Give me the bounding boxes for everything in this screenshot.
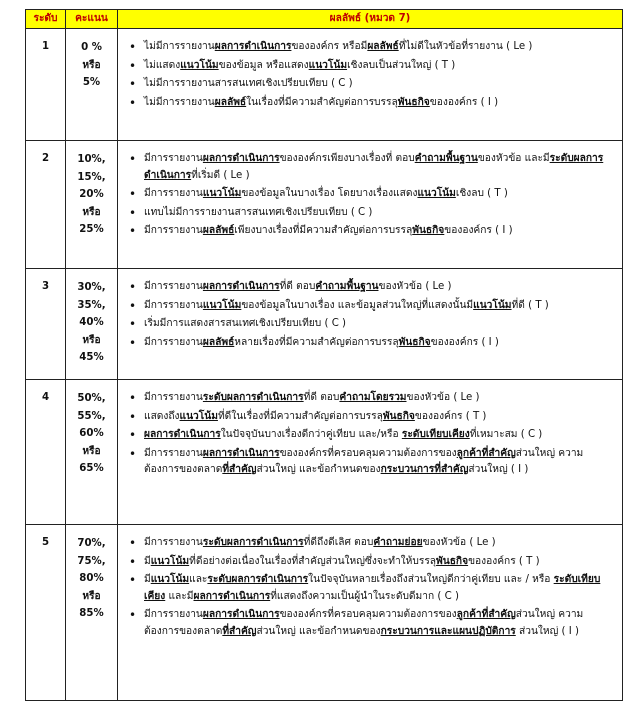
result-item [122, 186, 616, 203]
level-cell: 3 [26, 269, 66, 380]
score-line: หรือ [82, 445, 101, 457]
header-row [26, 10, 623, 29]
key-term: กระบวนการและแผนปฏิบัติการ [380, 625, 516, 637]
scoring-table-container [25, 9, 622, 701]
table-row [26, 525, 623, 701]
result-text: ที่ดีถึงดีเลิศ ตอบ [303, 537, 374, 548]
key-term: ผลการดำเนินการ [202, 447, 280, 459]
result-text: เชิงลบเป็นส่วนใหญ่ ( T ) [347, 59, 456, 71]
result-item [122, 409, 616, 426]
result-text: มีการรายงาน [144, 225, 203, 237]
result-text: มีการรายงาน [144, 281, 203, 292]
result-text: ในเรื่องที่มีความสำคัญต่อการบรรลุ [246, 96, 398, 108]
result-text: ขององค์กร ( I ) [430, 336, 499, 348]
key-term: คำถามพื้นฐาน [315, 281, 379, 292]
result-text: ในปัจจุบันหลายเรื่องถึงส่วนใหญ่ดีกว่าคู่เทียบ และ / หรือ [308, 574, 554, 586]
key-term: ผลการดำเนินการ [202, 153, 280, 164]
result-text: ขององค์กร ( T ) [414, 410, 487, 422]
table-body [26, 29, 623, 701]
result-text: ของหัวข้อ ( Le ) [422, 537, 496, 548]
score-line: 80% [79, 573, 104, 584]
key-term: ผลลัพธ์ [367, 41, 399, 52]
result-list [122, 535, 616, 641]
result-text: ส่วนใหญ่ และข้อกำหนดของ [256, 625, 381, 637]
score-line: 75%, [77, 555, 106, 567]
score-line: หรือ [82, 206, 101, 218]
key-term: แนวโน้ม [150, 555, 190, 567]
key-term: ระดับเทียบเคียง [401, 429, 470, 441]
key-term: พันธกิจ [412, 225, 445, 237]
key-term: คำถามโดยรวม [339, 392, 407, 403]
score-line: 55%, [77, 410, 106, 422]
result-item [122, 298, 616, 315]
score-line: 50%, [77, 393, 106, 404]
result-cell [118, 269, 623, 380]
score-cell [66, 29, 118, 141]
score-line: หรือ [82, 59, 101, 71]
key-term: ระดับเทียบเคียง [144, 574, 601, 602]
result-item [122, 151, 616, 184]
result-text: ไม่แสดง [144, 59, 181, 71]
score-line: หรือ [82, 334, 101, 346]
key-term: ผลลัพธ์ [202, 336, 235, 348]
key-term: พันธกิจ [382, 410, 415, 422]
result-item [122, 39, 616, 56]
result-item [122, 279, 616, 296]
result-text: ขององค์กร ( T ) [468, 555, 540, 567]
result-text: เชิงลบ ( T ) [455, 188, 508, 200]
key-term: กระบวนการที่สำคัญ [380, 464, 469, 476]
result-cell [118, 141, 623, 269]
result-text: ไม่มีการรายงานสารสนเทศเชิงเปรียบเทียบ ( C ) [144, 78, 353, 90]
result-text: ไม่มีการรายงาน [144, 41, 215, 52]
result-text: ของข้อมูลในบางเรื่อง โดยบางเรื่องแสดง [241, 188, 418, 200]
result-item [122, 535, 616, 552]
result-cell [118, 380, 623, 525]
key-term: ลูกค้าที่สำคัญ [456, 609, 516, 621]
result-item [122, 223, 616, 240]
key-term: ผลการดำเนินการ [202, 609, 280, 621]
score-cell [66, 269, 118, 380]
result-item [122, 316, 616, 333]
scoring-table [25, 9, 623, 701]
score-line: 60% [79, 428, 104, 439]
key-term: ลูกค้าที่สำคัญ [456, 447, 516, 459]
result-text: แทบไม่มีการรายงานสารสนเทศเชิงเปรียบเทียบ ( C ) [144, 206, 373, 218]
result-list [122, 151, 616, 240]
level-cell: 4 [26, 380, 66, 525]
level-cell: 1 [26, 29, 66, 141]
key-term: แนวโน้ม [202, 188, 242, 200]
result-text: เริ่มมีการแสดงสารสนเทศเชิงเปรียบเทียบ ( C ) [144, 318, 347, 330]
result-text: ที่ดี ตอบ [279, 281, 316, 292]
result-text: ที่ดี ( T ) [511, 299, 549, 311]
result-item [122, 427, 616, 444]
result-item [122, 446, 616, 479]
score-line: 20% [79, 189, 104, 200]
key-term: คำถามย่อย [373, 537, 423, 548]
header-result: ผลลัพธ์ (หมวด 7) [118, 10, 623, 29]
result-text: ของหัวข้อ และมี [477, 153, 550, 164]
key-term: แนวโน้ม [179, 410, 218, 422]
score-line: 65% [79, 463, 104, 474]
result-item [122, 95, 616, 112]
result-text: ส่วนใหญ่ ความต้องการของตลาด [144, 609, 584, 637]
table-row [26, 141, 623, 269]
key-term: แนวโน้ม [202, 299, 242, 311]
result-text: ขององค์กรที่ครอบคลุมความต้องการของ [279, 447, 457, 459]
result-text: และ [189, 574, 208, 586]
result-text: มีการรายงาน [144, 299, 203, 311]
result-item [122, 572, 616, 605]
key-term: พันธกิจ [436, 555, 469, 567]
score-cell [66, 525, 118, 701]
score-cell [66, 380, 118, 525]
result-text: มีการรายงาน [144, 336, 203, 348]
result-text: และมี [165, 590, 194, 602]
result-item [122, 554, 616, 571]
result-text: ที่แสดงถึงความเป็นผู้นำในระดับดีมาก ( C ) [270, 590, 459, 602]
result-text: ที่เหมาะสม ( C ) [469, 429, 543, 441]
score-line: 40% [79, 317, 104, 328]
table-row [26, 269, 623, 380]
result-item [122, 205, 616, 222]
key-term: แนวโน้ม [473, 299, 512, 311]
score-line: 70%, [77, 538, 106, 549]
key-term: ระดับผลการดำเนินการ [144, 153, 604, 181]
result-text: มี [144, 574, 151, 586]
level-cell: 2 [26, 141, 66, 269]
result-text: ที่ดีในเรื่องที่มีความสำคัญต่อการบรรลุ [217, 410, 383, 422]
result-text: ขององค์กร ( I ) [444, 225, 513, 237]
result-text: ส่วนใหญ่ และข้อกำหนดของ [256, 464, 381, 476]
score-line: 30%, [77, 282, 106, 293]
result-text: เพียงบางเรื่องที่มีความสำคัญต่อการบรรลุ [234, 225, 413, 237]
key-term: ผลลัพธ์ [202, 225, 235, 237]
score-line: 15%, [77, 171, 106, 183]
key-term: แนวโน้ม [308, 59, 348, 71]
key-term: ผลการดำเนินการ [144, 429, 221, 441]
score-line: 0 % [81, 42, 102, 53]
key-term: ที่สำคัญ [222, 464, 257, 476]
result-list [122, 390, 616, 479]
result-text: ของข้อมูลในบางเรื่อง และข้อมูลส่วนใหญ่ที่แสดงนั้นมี [241, 299, 474, 311]
result-text: ขององค์กร ( I ) [429, 96, 499, 108]
result-text: มี [144, 555, 151, 567]
key-term: ผลลัพธ์ [214, 96, 247, 108]
result-text: หลายเรื่องที่มีความสำคัญต่อการบรรลุ [234, 336, 399, 348]
result-text: มีการรายงาน [144, 392, 203, 403]
key-term: ระดับผลการดำเนินการ [202, 392, 304, 403]
score-line: 5% [82, 77, 101, 88]
result-text: ส่วนใหญ่ ( I ) [515, 625, 579, 637]
result-text: ในปัจจุบันบางเรื่องดีกว่าคู่เทียบ และ/หรือ [220, 429, 402, 441]
key-term: ระดับผลการดำเนินการ [207, 574, 309, 586]
score-cell [66, 141, 118, 269]
result-text: มีการรายงาน [144, 153, 203, 164]
result-item [122, 76, 616, 93]
key-term: ผลการดำเนินการ [193, 590, 271, 602]
score-line: 85% [79, 608, 104, 619]
result-text: ที่ดีอย่างต่อเนื่องในเรื่องที่สำคัญส่วนใหญ่ซึ่งจะทำให้บรรลุ [189, 555, 437, 567]
result-text: มีการรายงาน [144, 188, 203, 200]
key-term: ผลการดำเนินการ [214, 41, 292, 52]
score-line: 10%, [77, 154, 106, 165]
result-text: มีการรายงาน [144, 609, 203, 621]
key-term: พันธกิจ [397, 96, 430, 108]
key-term: ระดับผลการดำเนินการ [202, 537, 304, 548]
result-item [122, 607, 616, 640]
score-line: หรือ [82, 590, 101, 602]
result-text: ที่เริ่มดี ( Le ) [191, 169, 250, 181]
result-text: ที่ไม่ดีในหัวข้อที่รายงาน ( Le ) [398, 41, 533, 52]
key-term: แนวโน้ม [180, 59, 219, 71]
key-term: พันธกิจ [398, 336, 431, 348]
result-text: ของข้อมูล หรือแสดง [218, 59, 309, 71]
key-term: คำถามพื้นฐาน [414, 153, 478, 164]
score-line: 35%, [77, 299, 106, 311]
result-text: มีการรายงาน [144, 447, 203, 459]
result-text: แสดงถึง [144, 410, 180, 422]
score-line: 25% [79, 224, 104, 235]
result-item [122, 58, 616, 75]
result-item [122, 390, 616, 407]
result-text: ขององค์กร หรือมี [291, 41, 368, 52]
key-term: ที่สำคัญ [222, 625, 257, 637]
result-text: ของหัวข้อ ( Le ) [378, 281, 452, 292]
table-row [26, 29, 623, 141]
result-text: ส่วนใหญ่ ( I ) [468, 464, 529, 476]
result-text: มีการรายงาน [144, 537, 203, 548]
table-row [26, 380, 623, 525]
result-cell [118, 525, 623, 701]
level-cell: 5 [26, 525, 66, 701]
result-text: ของหัวข้อ ( Le ) [406, 392, 480, 403]
result-list [122, 279, 616, 351]
score-line: 45% [79, 352, 104, 363]
key-term: แนวโน้ม [417, 188, 456, 200]
result-cell [118, 29, 623, 141]
key-term: ผลการดำเนินการ [202, 281, 280, 292]
header-score: คะแนน [66, 10, 118, 29]
header-level: ระดับ [26, 10, 66, 29]
result-text: ไม่มีการรายงาน [144, 96, 215, 108]
result-text: ขององค์กรที่ครอบคลุมความต้องการของ [279, 609, 457, 621]
result-text: ที่ดี ตอบ [303, 392, 340, 403]
result-text: ส่วนใหญ่ ความต้องการของตลาด [144, 447, 584, 476]
key-term: แนวโน้ม [150, 574, 190, 586]
result-item [122, 335, 616, 352]
result-list [122, 39, 616, 111]
result-text: ขององค์กรเพียงบางเรื่องที่ ตอบ [279, 153, 415, 164]
